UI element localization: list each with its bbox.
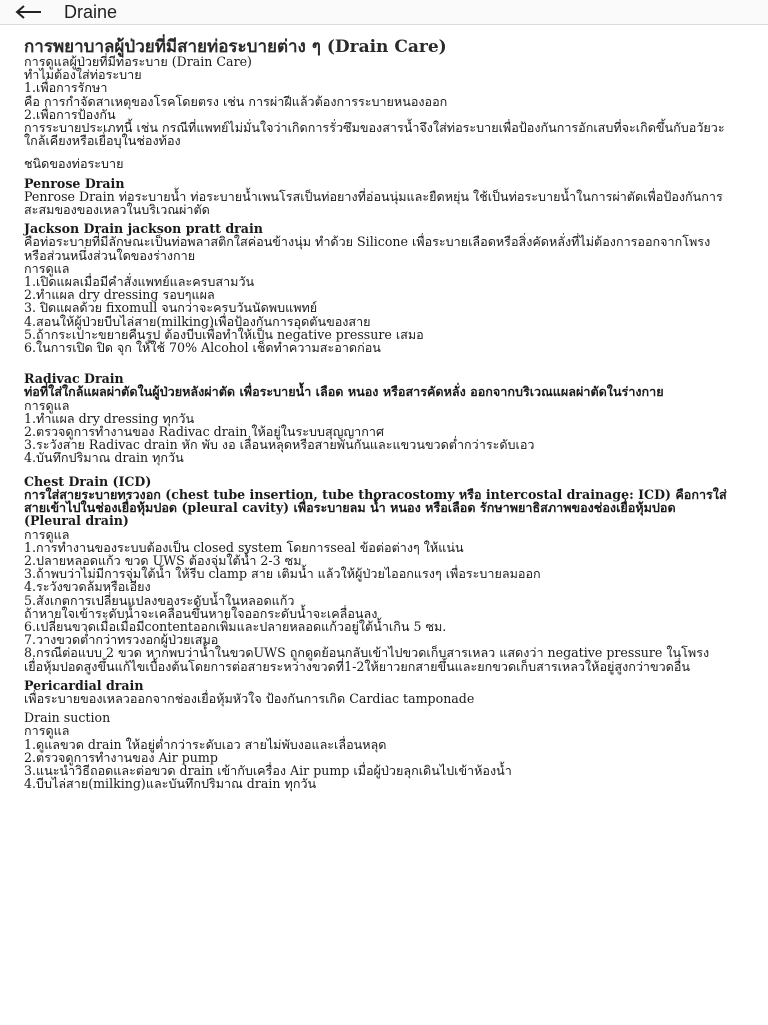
chest-text: การใส่สายระบายทรวงอก (chest tube insertion, tube thoracostomy หรือ intercostal drainage: ICD) คือการใส่สายเข้าไปในช่องเยื่อหุ้มปอด (pleural cavity) เพื่อระบายลม น้ำ หนอง หรือเลือด รักษาพยาธิสภาพของช่องเยื่อหุ้มปอด (Pleural drain): [24, 486, 727, 529]
list-item: 7.วางขวดต่ำกว่าทรวงอกผู้ป่วยเสมอ: [24, 632, 219, 648]
penrose-text: Penrose Drain ท่อระบายน้ำ ท่อระบายน้ำเพนโรสเป็นท่อยางที่อ่อนนุ่มและยืดหยุ่น ใช้เป็นท่อระบายน้ำในการผ่าตัดเพื่อป้องกันการสะสมของของเหลวในบริเวณผ่าตัด: [24, 188, 723, 218]
list-item: 4.สอนให้ผู้ป่วยบีบไล่สาย(milking)เพื่อป้องกันการอุดตันของสาย: [24, 313, 371, 329]
article-body: [0, 25, 768, 1025]
list-item: 3.ระวังสาย Radivac drain หัก พับ งอ เลื่อนหลุดหรือสายพันกันและแขวนขวดต่ำกว่าระดับเอว: [24, 437, 535, 453]
list-item: 2.ทำแผล dry dressing รอบๆแผล: [24, 287, 215, 303]
list-item: 1.เปิดแผลเมื่อมีคำสั่งแพทย์และครบสามวัน: [24, 274, 255, 290]
list-item: 1.การทำงานของระบบต้องเป็น closed system โดยการseal ข้อต่อต่างๆ ให้แน่น: [24, 539, 464, 555]
jackson-heading: Jackson Drain jackson pratt drain: [24, 221, 263, 237]
radivac-text: ท่อที่ใส่ใกล้แผลผ่าตัดในผู้ป่วยหลังผ่าตัด เพื่อระบายน้ำ เลือด หนอง หรือสารคัดหลั่ง ออกจากบริเวณแผลผ่าตัดในร่างกาย: [24, 384, 664, 400]
penrose-heading: Penrose Drain: [24, 175, 125, 191]
types-heading: ชนิดของท่อระบาย: [24, 156, 124, 172]
intro-line: คือ การกำจัดสาเหตุของโรคโดยตรง เช่น การผ่าฝีแล้วต้องการระบายหนองออก: [24, 93, 448, 109]
suction-heading: Drain suction: [24, 710, 111, 726]
list-item: 3.แนะนำวิธีถอดและต่อขวด drain เข้ากับเครื่อง Air pump เมื่อผู้ป่วยลุกเดินไปเข้าห้องน้ำ: [24, 762, 512, 778]
list-item: 2.ตรวจดูการทำงานของ Radivac drain ให้อยู่ในระบบสุญญากาศ: [24, 424, 384, 440]
list-item: 1.ทำแผล dry dressing ทุกวัน: [24, 410, 195, 426]
jackson-care-label: การดูแล: [24, 260, 70, 276]
list-item: 2.ปลายหลอดแก้ว ขวด UWS ต้องจุ่มใต้น้ำ 2-3 ซม: [24, 552, 302, 568]
app-bar: [0, 0, 768, 25]
list-item: 4.บันทึกปริมาณ drain ทุกวัน: [24, 450, 184, 466]
pericardial-text: เพื่อระบายของเหลวออกจากช่องเยื่อหุ้มหัวใจ ป้องกันการเกิด Cardiac tamponade: [24, 690, 475, 706]
radivac-heading: Radivac Drain: [24, 371, 124, 387]
jackson-text: คือท่อระบายที่มีลักษณะเป็นท่อพลาสติกใสค่อนข้างนุ่ม ทำด้วย Silicone เพื่อระบายเลือดหรือสิ่งคัดหลั่งที่ไม่ต้องการออกจากโพรงหรือส่วนหนึ่งส่วนใดของร่างกาย: [24, 234, 711, 263]
list-item: 1.ดูแลขวด drain ให้อยู่ต่ำกว่าระดับเอว สายไม่พับงอและเลื่อนหลุด: [24, 736, 387, 752]
radivac-care-label: การดูแล: [24, 397, 70, 413]
list-item: 3. ปิดแผลด้วย fixomull จนกว่าจะครบวันนัดพบแพทย์: [24, 300, 318, 316]
list-item: 5.สังเกตการเปลี่ยนแปลงของระดับน้ำในหลอดแก้ว: [24, 592, 295, 608]
list-item: 3.ถ้าพบว่าไม่มีการจุ่มใต้น้ำ ให้รีบ clamp สาย เติมน้ำ แล้วให้ผู้ป่วยไออกแรงๆ เพื่อระบายลมออก: [24, 566, 541, 582]
intro-line: การดูแลผู้ป่วยที่มีท่อระบาย (Drain Care): [24, 54, 252, 69]
intro-line: ทำไมต้องใส่ท่อระบาย: [24, 67, 142, 83]
list-item: 8.กรณีต่อแบบ 2 ขวด หากพบว่าน้ำในขวดUWS ถูกดูดย้อนกลับเข้าไปขวดเก็บสารเหลว แสดงว่า negative pressure ในโพรงเยื่อหุ้มปอดสูงขึ้นแก้ไขเบื้องต้นโดยการต่อสายระหว่างขวดที่1-2ให้ยาวยกสายขึ้นและยกขวดเก็บสารเหลวให้อยู่สูงกว่าขวดอื่น: [24, 645, 710, 674]
intro-line: การระบายประเภทนี้ เช่น กรณีที่แพทย์ไม่มั่นใจว่าเกิดการรั่วซึมของสารน้ำจึงใส่ท่อระบายเพื่อป้องกันการอักเสบที่จะเกิดขึ้นกับอวัยวะใกล้เคียงหรือเยื่อบุในช่องท้อง: [24, 120, 725, 149]
pericardial-heading: Pericardial drain: [24, 677, 144, 693]
list-item: 2.ตรวจดูการทำงานของ Air pump: [24, 749, 218, 765]
suction-care-label: การดูแล: [24, 723, 70, 739]
intro-line: 2.เพื่อการป้องกัน: [24, 106, 116, 122]
chest-care-label: การดูแล: [24, 526, 70, 542]
list-item: 6.เปลี่ยนขวดเมื่อเมื่อมีcontentออกเพิ่มและปลายหลอดแก้วอยู่ใต้น้ำเกิน 5 ซม.: [24, 618, 447, 634]
list-item: 5.ถ้ากระเปาะขยายคืนรูป ต้องบีบเพื่อทำให้เป็น negative pressure เสมอ: [24, 326, 424, 342]
document-title: การพยาบาลผู้ป่วยที่มีสายท่อระบายต่าง ๆ (Drain Care): [24, 37, 447, 57]
list-item: 6.ในการเปิด ปิด จุก ให้ใช้ 70% Alcohol เช็ดทำความสะอาดก่อน: [24, 340, 381, 356]
list-item: 4.ระวังขวดล้มหรือเอียง: [24, 579, 151, 595]
arrow-left-icon[interactable]: [0, 0, 56, 24]
list-item: ถ้าหายใจเข้าระดับน้ำจะเคลื่อนขึ้นหายใจออกระดับน้ำจะเคลื่อนลง: [24, 605, 378, 621]
list-item: 4.บีบไล่สาย(milking)และบันทึกปริมาณ drain ทุกวัน: [24, 776, 317, 792]
chest-heading: Chest Drain (ICD): [24, 473, 152, 489]
intro-line: 1.เพื่อการรักษา: [24, 80, 108, 96]
page-title: Draine: [64, 1, 118, 22]
